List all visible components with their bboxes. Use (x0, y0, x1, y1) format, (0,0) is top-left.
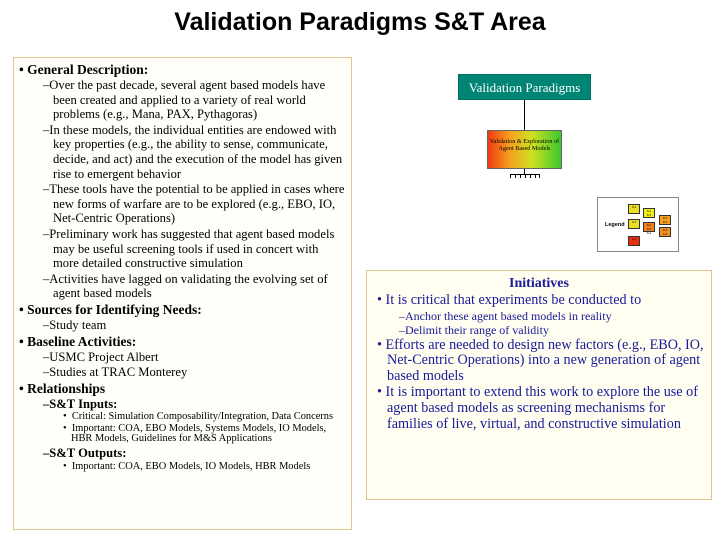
legend-cell: 6.2 6.3 (643, 208, 655, 218)
initiative-item: • It is critical that experiments be conducted to (373, 293, 705, 309)
sources-heading: • Sources for Identifying Needs: (19, 302, 347, 317)
input-item: • Important: COA, EBO Models, Systems Models, IO Models, HBR Models, Guidelines for M&S Applications (19, 424, 347, 445)
org-tick (530, 174, 531, 178)
general-item: – Over the past decade, several agent based models have been created and applied to a variety of real world problems (e.g., Mana, PAX, Pythagoras) (19, 78, 347, 122)
org-tick (520, 174, 521, 178)
org-tick (539, 174, 540, 178)
baseline-item: – Studies at TRAC Monterey (19, 365, 347, 380)
legend-cell: 6.2 (628, 204, 640, 214)
legend-cell: 6.3 6.4 (659, 227, 671, 237)
org-connector-vertical (524, 100, 525, 130)
sources-item: – Study team (19, 318, 347, 333)
org-tick (525, 174, 526, 178)
initiative-item: • Efforts are needed to design new factors (e.g., EBO, IO, Net-Centric Operations) into a new generation of agent based models (373, 338, 705, 385)
general-item: – Activities have lagged on validating the evolving set of agent based models (19, 272, 347, 301)
input-item: • Critical: Simulation Composability/Integration, Data Concerns (19, 412, 347, 423)
legend-cell: 6.3 (628, 219, 640, 229)
legend-box (597, 197, 679, 252)
general-item: – These tools have the potential to be applied in cases where new forms of warfare are to be explored (e.g., EBO, IO, Net-Centric Operations) (19, 182, 347, 226)
legend-cell: 6.2 6.3 (659, 215, 671, 225)
org-tick (515, 174, 516, 178)
baseline-heading: • Baseline Activities: (19, 334, 347, 349)
general-description-heading: • General Description: (19, 62, 347, 77)
legend-cell: 6.4 (628, 236, 640, 246)
output-item: • Important: COA, EBO Models, IO Models, HBR Models (19, 462, 347, 473)
legend-cell: 6.2 6.3 6.4 (643, 222, 655, 232)
outputs-heading: – S&T Outputs: (19, 446, 347, 461)
relationships-heading: • Relationships (19, 381, 347, 396)
description-panel (13, 57, 352, 530)
initiatives-title: Initiatives (509, 276, 569, 291)
org-child-box: Validation & Exploration of Agent Based Models (487, 130, 562, 169)
general-item: – In these models, the individual entities are endowed with key properties (e.g., the ability to sense, communicate, decide, and act) and the execution of the model has given rise to emergent behavior (19, 123, 347, 181)
page-title: Validation Paradigms S&T Area (174, 8, 546, 36)
baseline-item: – USMC Project Albert (19, 350, 347, 365)
general-item: – Preliminary work has suggested that agent based models may be useful screening tools if used in concert with more detailed constructive simulation (19, 227, 347, 271)
org-tick (510, 174, 511, 178)
org-tick (535, 174, 536, 178)
initiative-subitem: – Anchor these agent based models in reality (373, 309, 705, 323)
initiatives-panel (366, 270, 712, 500)
inputs-heading: – S&T Inputs: (19, 397, 347, 412)
org-root-box: Validation Paradigms (458, 74, 591, 100)
initiative-item: • It is important to extend this work to explore the use of agent based models as screening mechanisms for families of live, virtual, and constructive simulation (373, 385, 705, 432)
initiative-subitem: – Delimit their range of validity (373, 323, 705, 337)
legend-label: Legend (605, 222, 625, 228)
